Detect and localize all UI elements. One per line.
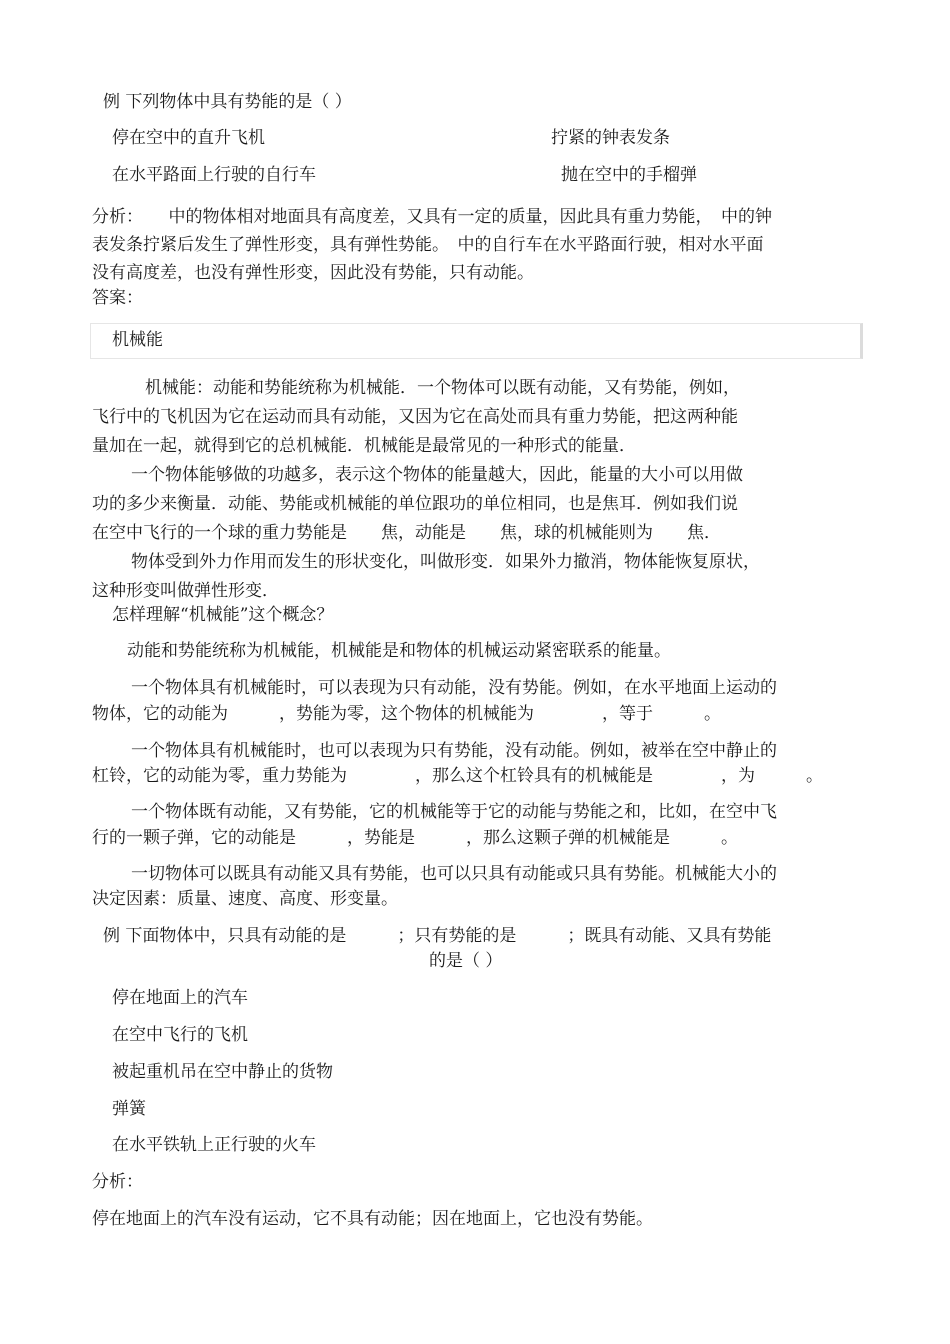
example1-analysis-line: 表发条拧紧后发生了弹性形变，具有弹性势能。 中的自行车在水平路面行驶，相对水平面 [92,235,764,255]
example2-analysis-text: 停在地面上的汽车没有运动，它不具有动能；因在地面上，它也没有势能。 [92,1209,653,1229]
example1-analysis-line: 分析： 中的物体相对地面具有高度差，又具有一定的质量，因此具有重力势能， 中的钟 [92,207,772,227]
example1-question: 例 下列物体中具有势能的是（ ） [103,92,352,112]
example1-answer-label: 答案： [92,288,143,308]
definition-line: 功的多少来衡量．动能、势能或机械能的单位跟功的单位相同，也是焦耳．例如我们说 [92,494,738,514]
example2-option: 在空中飞行的飞机 [112,1025,248,1045]
example1-option-d: 抛在空中的手榴弹 [561,165,697,185]
example1-option-a: 停在空中的直升飞机 [112,128,265,148]
explain-paragraph-2-line: 物体，它的动能为 ，势能为零，这个物体的机械能为 ，等于 。 [92,704,721,724]
explain-paragraph-1: 动能和势能统称为机械能，机械能是和物体的机械运动紧密联系的能量。 [127,641,671,661]
section-title-box [90,323,863,359]
example2-question-line: 的是（ ） [429,951,503,971]
explain-paragraph-4-line: 行的一颗子弹，它的动能是 ，势能是 ，那么这颗子弹的机械能是 。 [92,828,738,848]
definition-line: 这种形变叫做弹性形变． [92,581,279,601]
example2-option: 弹簧 [112,1099,146,1119]
explain-paragraph-3-line: 一个物体具有机械能时，也可以表现为只有势能，没有动能。例如，被举在空中静止的 [131,741,777,761]
example2-option: 停在地面上的汽车 [112,988,248,1008]
explain-paragraph-5-line: 一切物体可以既具有动能又具有势能，也可以只具有动能或只具有势能。机械能大小的 [131,864,777,884]
example2-analysis-label: 分析： [92,1172,143,1192]
explain-paragraph-3-line: 杠铃，它的动能为零，重力势能为 ，那么这个杠铃具有的机械能是 ，为 。 [92,766,823,786]
example2-option: 在水平铁轨上正行驶的火车 [112,1135,316,1155]
definition-line: 飞行中的飞机因为它在运动而具有动能，又因为它在高处而具有重力势能，把这两种能 [92,407,738,427]
example1-option-b: 拧紧的钟表发条 [551,128,670,148]
definition-line: 一个物体能够做的功越多，表示这个物体的能量越大，因此，能量的大小可以用做 [131,465,743,485]
definition-line: 机械能：动能和势能统称为机械能．一个物体可以既有动能，又有势能，例如， [145,378,740,398]
question-heading: 怎样理解“机械能”这个概念？ [112,605,334,625]
example1-analysis-line: 没有高度差，也没有弹性形变，因此没有势能，只有动能。 [92,263,534,283]
section-title: 机械能 [112,330,163,350]
definition-line: 在空中飞行的一个球的重力势能是 焦，动能是 焦，球的机械能则为 焦． [92,523,721,543]
definition-line: 量加在一起，就得到它的总机械能．机械能是最常见的一种形式的能量． [92,436,636,456]
example1-option-c: 在水平路面上行驶的自行车 [112,165,316,185]
explain-paragraph-2-line: 一个物体具有机械能时，可以表现为只有动能，没有势能。例如，在水平地面上运动的 [131,678,777,698]
example2-option: 被起重机吊在空中静止的货物 [112,1062,333,1082]
definition-line: 物体受到外力作用而发生的形状变化，叫做形变．如果外力撤消，物体能恢复原状， [131,552,760,572]
explain-paragraph-5-line: 决定因素：质量、速度、高度、形变量。 [92,889,398,909]
example2-question-line: 例 下面物体中，只具有动能的是 ；只有势能的是 ；既具有动能、又具有势能 [103,926,772,946]
explain-paragraph-4-line: 一个物体既有动能，又有势能，它的机械能等于它的动能与势能之和，比如，在空中飞 [131,802,777,822]
